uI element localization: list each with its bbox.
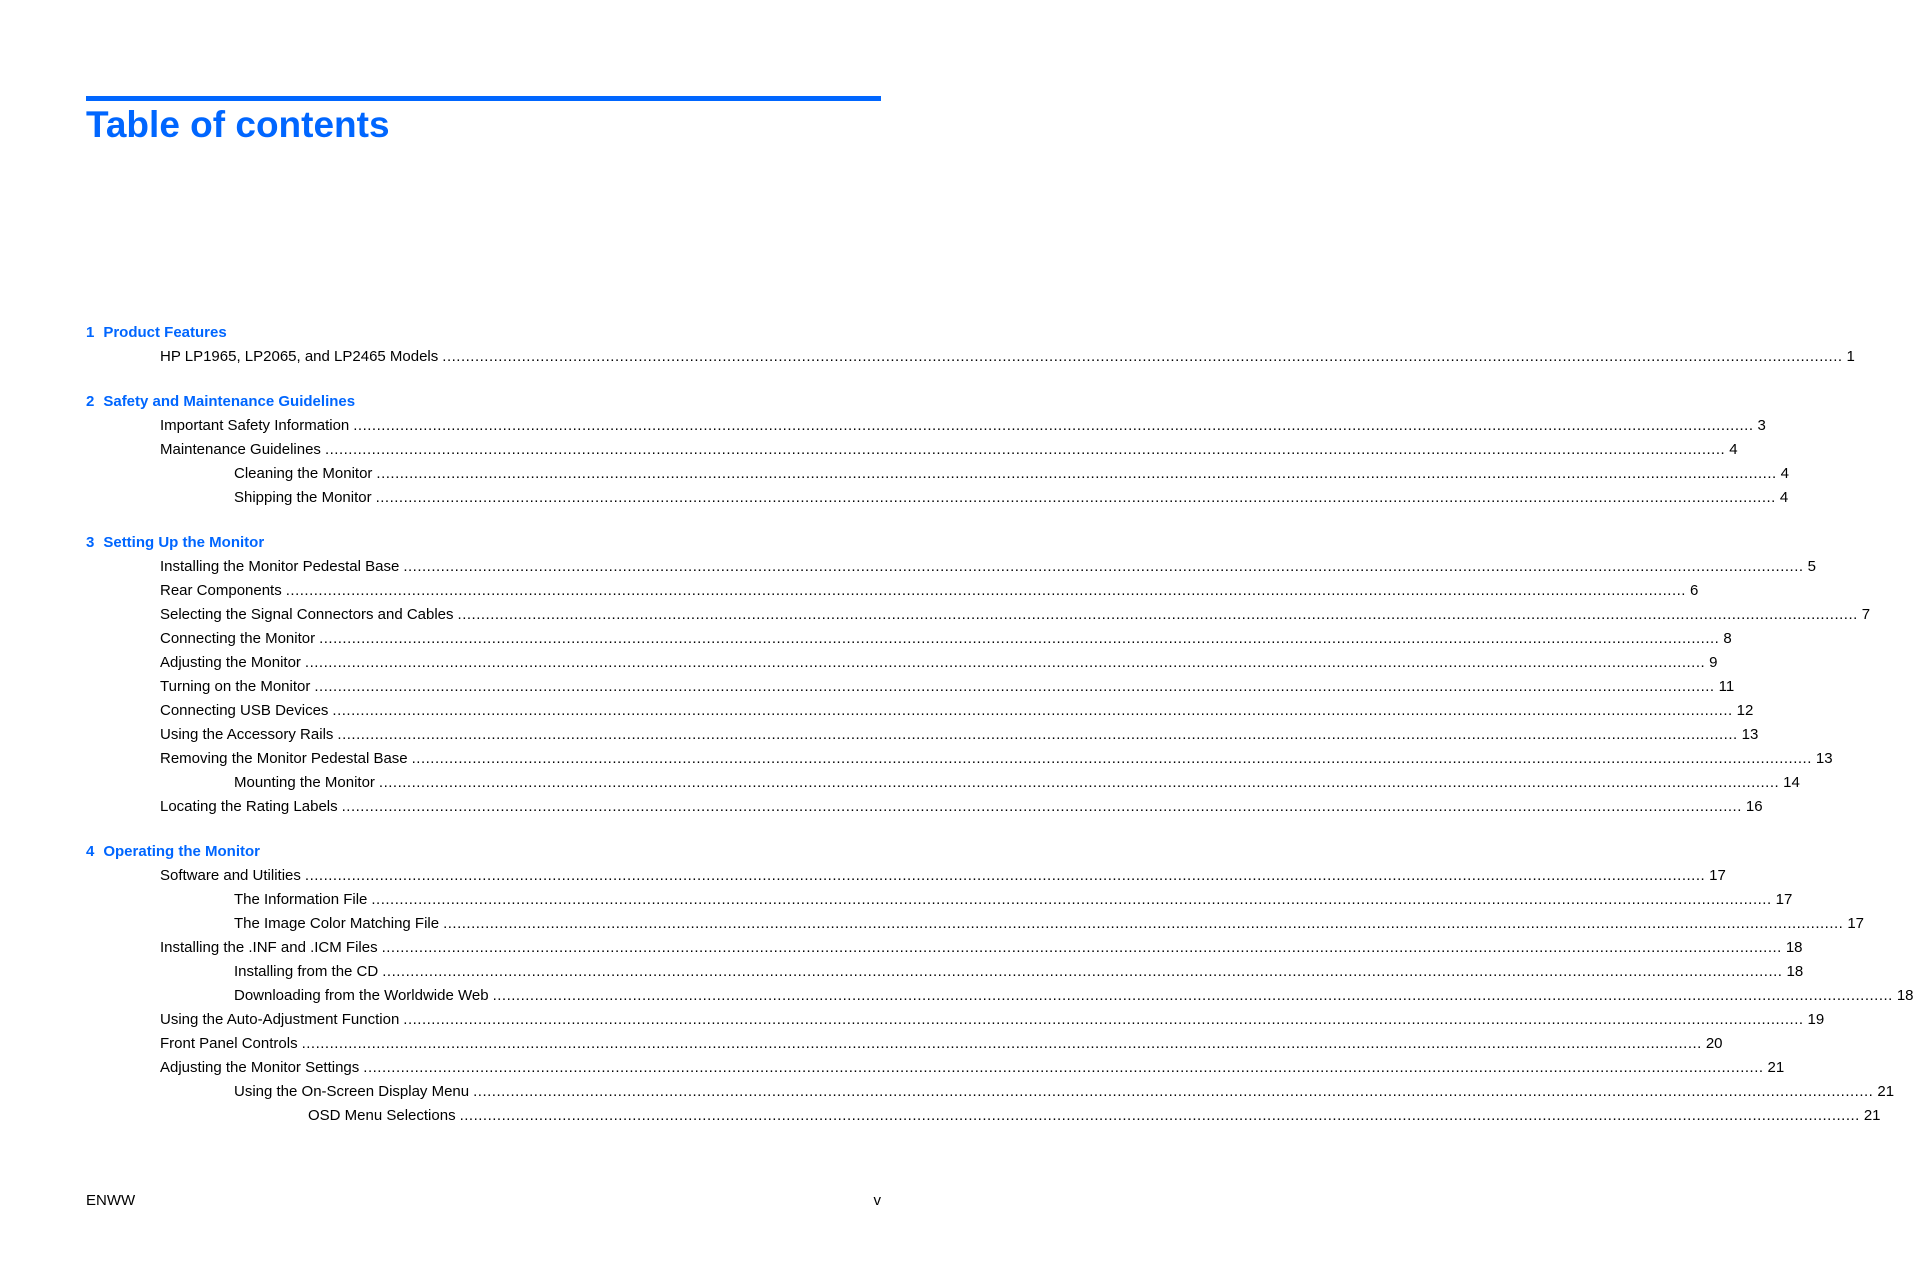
toc-entry-page: 5 — [1807, 558, 1816, 575]
dot-leader: ............................................................................................................................................................................................................................................................................................................ — [457, 606, 1858, 623]
chapter-number: 2 — [86, 393, 95, 410]
dot-leader: ............................................................................................................................................................................................................................................................................................................ — [376, 465, 1777, 482]
toc-entry-page: 21 — [1863, 1107, 1881, 1124]
toc-entry[interactable] — [86, 1104, 1881, 1128]
toc-chapter-heading[interactable] — [86, 390, 881, 414]
toc-entry-label: Cleaning the Monitor — [234, 465, 373, 482]
chapter-title: Operating the Monitor — [103, 843, 261, 860]
toc-entry-label: Shipping the Monitor — [234, 489, 372, 506]
toc-entry-page: 14 — [1783, 774, 1800, 791]
toc-entry-page: 20 — [1705, 1035, 1723, 1052]
toc-entry-page: 4 — [1780, 465, 1790, 482]
toc-entry[interactable] — [86, 699, 1754, 723]
dot-leader: ............................................................................................................................................................................................................................................................................................................ — [403, 558, 1804, 575]
toc-entry[interactable] — [86, 1080, 1895, 1104]
dot-leader: ............................................................................................................................................................................................................................................................................................................ — [375, 489, 1776, 506]
dot-leader: ............................................................................................................................................................................................................................................................................................................ — [324, 441, 1726, 458]
dot-leader: ............................................................................................................................................................................................................................................................................................................ — [442, 348, 1843, 365]
dot-leader: ............................................................................................................................................................................................................................................................................................................ — [382, 963, 1783, 980]
footer-left: ENWW — [86, 1192, 136, 1209]
toc-entry-page: 17 — [1847, 915, 1865, 932]
toc-entry-page: 19 — [1807, 1011, 1825, 1028]
toc-entry-page: 7 — [1861, 606, 1871, 623]
toc-entry-page: 21 — [1767, 1059, 1785, 1076]
toc-entry[interactable] — [86, 462, 1790, 486]
toc-entry-page: 9 — [1709, 654, 1718, 671]
toc-entry-page: 12 — [1736, 702, 1754, 719]
dot-leader: ............................................................................................................................................................................................................................................................................................................ — [492, 987, 1893, 1004]
dot-leader: ............................................................................................................................................................................................................................................................................................................ — [473, 1083, 1874, 1100]
footer-page-number: v — [873, 1192, 881, 1209]
toc-entry-label: Maintenance Guidelines — [160, 441, 321, 458]
toc-entry-page: 4 — [1729, 441, 1738, 458]
toc-entry-label: Connecting USB Devices — [160, 702, 329, 719]
toc-entry-label: Installing from the CD — [234, 963, 379, 980]
toc-entry[interactable] — [86, 345, 1855, 369]
toc-entry[interactable] — [86, 936, 1803, 960]
toc-entry[interactable] — [86, 486, 1789, 510]
toc-entry[interactable] — [86, 438, 1738, 462]
toc-chapter — [86, 531, 1871, 819]
toc-entry[interactable] — [86, 579, 1699, 603]
dot-leader: ............................................................................................................................................................................................................................................................................................................ — [371, 891, 1772, 908]
dot-leader: ............................................................................................................................................................................................................................................................................................................ — [337, 726, 1738, 743]
toc-entry[interactable] — [86, 651, 1718, 675]
dot-leader: ............................................................................................................................................................................................................................................................................................................ — [301, 1035, 1702, 1052]
toc-entry-label: Mounting the Monitor — [234, 774, 375, 791]
toc-entry[interactable] — [86, 675, 1735, 699]
toc-entry-label: OSD Menu Selections — [308, 1107, 456, 1124]
toc-entry-label: HP LP1965, LP2065, and LP2465 Models — [160, 348, 439, 365]
toc-entry[interactable] — [86, 1032, 1723, 1056]
toc-entry-page: 6 — [1689, 582, 1699, 599]
toc-entry[interactable] — [86, 627, 1732, 651]
table-of-contents — [86, 321, 1914, 1149]
toc-entry[interactable] — [86, 864, 1726, 888]
toc-entry-page: 4 — [1779, 489, 1789, 506]
dot-leader: ............................................................................................................................................................................................................................................................................................................ — [314, 678, 1715, 695]
toc-entry-page: 3 — [1757, 417, 1766, 434]
toc-entry-label: Installing the Monitor Pedestal Base — [160, 558, 400, 575]
dot-leader: ............................................................................................................................................................................................................................................................................................................ — [459, 1107, 1860, 1124]
toc-chapter-heading[interactable] — [86, 840, 881, 864]
toc-entry[interactable] — [86, 603, 1871, 627]
toc-entry-page: 21 — [1877, 1083, 1895, 1100]
toc-entry-page: 18 — [1896, 987, 1914, 1004]
toc-entry-label: Software and Utilities — [160, 867, 301, 884]
dot-leader: ............................................................................................................................................................................................................................................................................................................ — [304, 867, 1706, 884]
toc-entry[interactable] — [86, 960, 1804, 984]
dot-leader: ............................................................................................................................................................................................................................................................................................................ — [378, 774, 1780, 791]
toc-entry[interactable] — [86, 888, 1793, 912]
toc-entry[interactable] — [86, 912, 1865, 936]
toc-entry-label: Using the Accessory Rails — [160, 726, 334, 743]
dot-leader: ............................................................................................................................................................................................................................................................................................................ — [319, 630, 1720, 647]
toc-chapter — [86, 321, 1855, 369]
toc-chapter — [86, 390, 1790, 510]
dot-leader: ............................................................................................................................................................................................................................................................................................................ — [411, 750, 1812, 767]
toc-entry-page: 16 — [1745, 798, 1763, 815]
toc-entry-label: Locating the Rating Labels — [160, 798, 338, 815]
toc-entry-page: 17 — [1709, 867, 1726, 884]
toc-entry-label: Using the Auto-Adjustment Function — [160, 1011, 400, 1028]
toc-chapter-heading[interactable] — [86, 321, 881, 345]
toc-entry-page: 8 — [1723, 630, 1732, 647]
toc-entry-label: The Information File — [234, 891, 368, 908]
toc-entry[interactable] — [86, 723, 1759, 747]
dot-leader: ............................................................................................................................................................................................................................................................................................................ — [304, 654, 1706, 671]
dot-leader: ............................................................................................................................................................................................................................................................................................................ — [403, 1011, 1804, 1028]
toc-entry-label: Installing the .INF and .ICM Files — [160, 939, 378, 956]
toc-entry[interactable] — [86, 1056, 1785, 1080]
dot-leader: ............................................................................................................................................................................................................................................................................................................ — [381, 939, 1782, 956]
dot-leader: ............................................................................................................................................................................................................................................................................................................ — [353, 417, 1754, 434]
toc-entry-page: 13 — [1741, 726, 1759, 743]
dot-leader: ............................................................................................................................................................................................................................................................................................................ — [285, 582, 1686, 599]
toc-entry[interactable] — [86, 984, 1914, 1008]
toc-entry-page: 1 — [1846, 348, 1855, 365]
toc-entry-label: The Image Color Matching File — [234, 915, 440, 932]
toc-entry-page: 17 — [1775, 891, 1793, 908]
toc-chapter-heading[interactable] — [86, 531, 881, 555]
toc-entry-page: 13 — [1815, 750, 1833, 767]
toc-entry-label: Turning on the Monitor — [160, 678, 311, 695]
toc-chapter — [86, 840, 1914, 1128]
toc-entry[interactable] — [86, 555, 1816, 579]
toc-entry-label: Connecting the Monitor — [160, 630, 316, 647]
dot-leader: ............................................................................................................................................................................................................................................................................................................ — [332, 702, 1733, 719]
toc-entry-page: 11 — [1718, 678, 1735, 695]
toc-entry-label: Adjusting the Monitor — [160, 654, 301, 671]
toc-entry-label: Removing the Monitor Pedestal Base — [160, 750, 408, 767]
chapter-number: 4 — [86, 843, 95, 860]
chapter-number: 1 — [86, 324, 95, 341]
chapter-number: 3 — [86, 534, 95, 551]
toc-entry[interactable] — [86, 795, 1763, 819]
toc-entry[interactable] — [86, 747, 1833, 771]
toc-entry[interactable] — [86, 1008, 1825, 1032]
chapter-title: Setting Up the Monitor — [103, 534, 265, 551]
toc-entry-page: 18 — [1786, 963, 1804, 980]
dot-leader: ............................................................................................................................................................................................................................................................................................................ — [363, 1059, 1764, 1076]
dot-leader: ............................................................................................................................................................................................................................................................................................................ — [341, 798, 1742, 815]
toc-entry-label: Important Safety Information — [160, 417, 350, 434]
toc-entry-label: Downloading from the Worldwide Web — [234, 987, 489, 1004]
toc-entry-label: Rear Components — [160, 582, 282, 599]
chapter-title: Product Features — [103, 324, 227, 341]
toc-entry-label: Selecting the Signal Connectors and Cables — [160, 606, 454, 623]
page-title: Table of contents — [86, 104, 390, 145]
chapter-title: Safety and Maintenance Guidelines — [103, 393, 356, 410]
toc-entry-label: Adjusting the Monitor Settings — [160, 1059, 360, 1076]
toc-entry-label: Using the On-Screen Display Menu — [234, 1083, 470, 1100]
toc-entry[interactable] — [86, 771, 1800, 795]
toc-entry[interactable] — [86, 414, 1766, 438]
toc-entry-page: 18 — [1785, 939, 1803, 956]
toc-entry-label: Front Panel Controls — [160, 1035, 298, 1052]
dot-leader: ............................................................................................................................................................................................................................................................................................................ — [443, 915, 1844, 932]
